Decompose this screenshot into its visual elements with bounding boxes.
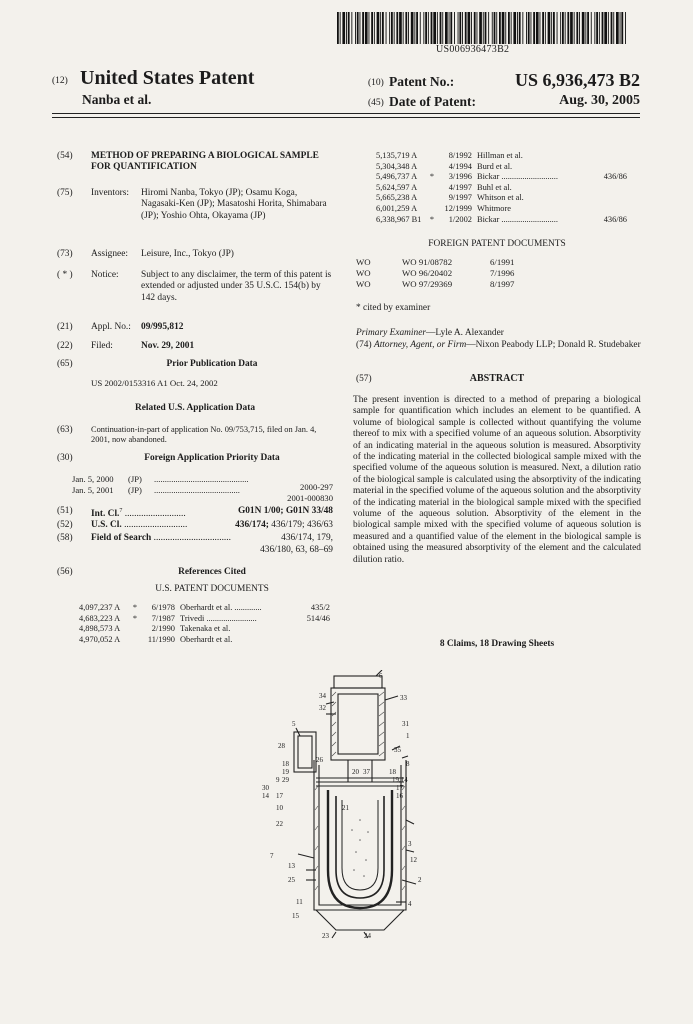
search-line-2: 436/180, 63, 68–69 xyxy=(260,545,333,555)
fig-label-34: 34 xyxy=(319,692,326,700)
fig-label-24: 24 xyxy=(364,932,371,940)
appl-value: 09/995,812 xyxy=(141,322,184,332)
seal-lines xyxy=(316,778,404,786)
fig-label-19a: 19 xyxy=(282,768,289,776)
fig-label-21: 21 xyxy=(342,804,349,812)
reference-row: 4,898,573 A 2/1990 Takenaka et al. xyxy=(79,624,231,634)
intcl-line: Int. Cl.$^7$ .......................... G01N 1/00; G01N 33/48 xyxy=(91,506,333,520)
primary-examiner: Primary Examiner—Lyle A. Alexander xyxy=(356,328,504,338)
fig-label-33: 33 xyxy=(400,694,407,702)
barcode xyxy=(337,12,627,44)
prior-value: US 2002/0153316 A1 Oct. 24, 2002 xyxy=(91,378,218,388)
abstract-heading: ABSTRACT xyxy=(469,373,525,384)
patent-no-code: (10) xyxy=(368,78,384,88)
filed-label: Filed: xyxy=(91,341,113,351)
side-box xyxy=(294,732,316,772)
reference-row: 4,097,237 A * 6/1978 Oberhardt et al. ............. 435/2 xyxy=(79,603,330,612)
foreign-patent-row: WO WO 97/29369 8/1997 xyxy=(356,279,515,290)
document-title: United States Patent xyxy=(80,67,255,89)
fig-label-31: 31 xyxy=(402,720,409,728)
us-patents-left xyxy=(79,603,330,645)
inventors-code: (75) xyxy=(57,188,73,198)
foreign-heading: Foreign Application Priority Data xyxy=(144,453,280,463)
header-rule xyxy=(52,113,640,114)
assignee-code: (73) xyxy=(57,249,73,259)
fig-label-11: 11 xyxy=(296,898,303,906)
title-code: (54) xyxy=(57,151,73,161)
fig-label-6: 6 xyxy=(379,672,383,680)
search-code: (58) xyxy=(57,533,73,543)
barcode-number: US006936473B2 xyxy=(436,44,510,55)
refs-heading: References Cited xyxy=(178,567,246,577)
fig-label-2: 2 xyxy=(418,876,422,884)
fig-label-14: 14 xyxy=(262,792,269,800)
us-patents-right xyxy=(376,151,627,225)
side-box-inner xyxy=(298,736,312,768)
u-cup-core xyxy=(342,800,378,890)
foreign-docs-heading: FOREIGN PATENT DOCUMENTS xyxy=(428,239,566,249)
reference-row: 4,683,223 A * 7/1987 Trivedi ........................ 514/46 xyxy=(79,613,330,623)
related-heading: Related U.S. Application Data xyxy=(134,403,256,413)
patent-number: US 6,936,473 B2 xyxy=(514,70,640,90)
reference-row: 5,624,597 A 4/1997 Buhl et al. xyxy=(376,182,512,192)
fig-label-8: 8 xyxy=(406,760,410,768)
notice-value: Subject to any disclaimer, the term of this patent is extended or adjusted under 35 U.S.C. 154(b) by 142 days. xyxy=(141,270,332,303)
assignee-value: Leisure, Inc., Tokyo (JP) xyxy=(141,249,234,259)
foreign-code: (30) xyxy=(57,453,73,463)
reference-row: 5,665,238 A 9/1997 Whitson et al. xyxy=(376,193,524,203)
fig-label-13: 13 xyxy=(288,862,295,870)
patent-no-label: Patent No.: xyxy=(389,74,455,89)
date-label: Date of Patent: xyxy=(389,94,476,109)
header-rule-thin xyxy=(52,117,640,118)
patent-date: Aug. 30, 2005 xyxy=(559,93,640,108)
fig-label-20: 20 xyxy=(352,768,359,776)
refs-code: (56) xyxy=(57,567,73,577)
claims-line: 8 Claims, 18 Drawing Sheets xyxy=(439,639,555,649)
fig-label-9: 9 xyxy=(276,776,280,784)
plunger-outline xyxy=(331,688,385,760)
reference-row: 5,304,348 A 4/1994 Burd et al. xyxy=(376,161,513,171)
fig-label-16: 16 xyxy=(396,792,403,800)
reference-row: 6,338,967 B1 * 1/2002 Bickar ........................... 436/86 xyxy=(376,214,627,224)
foreign-patent-row: WO WO 96/20402 7/1996 xyxy=(356,268,515,279)
reference-row: 5,496,737 A * 3/1996 Bickar ........................... 436/86 xyxy=(376,172,627,182)
uscl-code: (52) xyxy=(57,520,73,530)
plunger-cap xyxy=(334,676,382,688)
reference-row: 6,001,259 A 12/1999 Whitmore xyxy=(376,203,511,213)
fig-label-23: 23 xyxy=(322,932,329,940)
search-line: Field of Search ................................. 436/174, 179, xyxy=(91,533,333,543)
priority-list xyxy=(72,474,333,503)
uscl-line: U.S. Cl. ........................... 436/174; 436/179; 436/63 xyxy=(91,520,333,530)
patent-drawing xyxy=(256,670,436,940)
appl-label: Appl. No.: xyxy=(91,322,131,332)
fig-label-30: 30 xyxy=(262,784,269,792)
kind-code: (12) xyxy=(52,76,68,86)
cont-code: (63) xyxy=(57,425,73,435)
base-outline xyxy=(316,910,404,930)
foreign-patent-row: WO WO 91/08782 6/1991 xyxy=(356,257,515,267)
inventors-value: Hiromi Nanba, Tokyo (JP); Osamu Koga, Nagasaki-Ken (JP); Masatoshi Horita, Shimabara (JP); Yoshio Ohta, Okayama (JP) xyxy=(141,188,327,221)
fig-label-1: 1 xyxy=(406,732,410,740)
abstract-text: The present invention is directed to a method of preparing a biological sample for quantification which includes an element to be quantified. A volume of biological sample is collected without quantifying the volume thereof to mix with a specified volume of an aqueous solution. Absorptivity of an indicating material in the aqueous solution is measured. Absorptivity of the indicating material in the collected biological sample mixed with the specified volume of the aqueous solution is measured. Next, a dilution ratio of the biological sample is calculated using the absorptivity of the indicating material in the specified volume of the aqueous solution and the absorptivity of the indicating material in the biological sample mixed with the specified volume of the aqueous solution. Absorptivity of the element in the biological sample mixed with the specified volume of aqueous solution is measured and a quantified value of the element in the biological sample is obtained using the measured absorptivity of the element and the calculated dilution ratio. xyxy=(353,395,641,565)
fig-label-17b: 17 xyxy=(396,784,403,792)
fig-label-17a: 17 xyxy=(276,792,283,800)
reference-row: 5,135,719 A 8/1992 Hillman et al. xyxy=(376,151,523,160)
fig-label-35: 35 xyxy=(394,746,401,754)
filed-value: Nov. 29, 2001 xyxy=(141,341,195,351)
notice-label: Notice: xyxy=(91,270,119,280)
fig-label-5: 5 xyxy=(292,720,296,728)
attorney: (74) Attorney, Agent, or Firm—Nixon Peabody LLP; Donald R. Studebaker xyxy=(356,340,641,350)
fig-label-4: 4 xyxy=(408,900,412,908)
fig-label-12: 12 xyxy=(410,856,417,864)
fig-label-28: 28 xyxy=(278,742,285,750)
cited-by-examiner: * cited by examiner xyxy=(356,303,431,313)
fig-label-26: 26 xyxy=(316,756,323,764)
fig-label-18b: 18 xyxy=(389,768,396,776)
foreign-patents xyxy=(356,257,540,291)
fig-label-32: 32 xyxy=(319,704,326,712)
notice-code: ( * ) xyxy=(57,270,73,280)
fig-label-15: 15 xyxy=(292,912,299,920)
intcl-code: (51) xyxy=(57,506,73,516)
fig-label-25: 25 xyxy=(288,876,295,884)
inventor-short: Nanba et al. xyxy=(82,92,152,107)
cont-value: Continuation-in-part of application No. 09/753,715, filed on Jan. 4, 2001, now abandoned. xyxy=(91,425,317,445)
filed-code: (22) xyxy=(57,341,73,351)
plunger-inner xyxy=(338,694,378,754)
priority-row: Jan. 5, 2000 (JP) ............................................ 2000-297 xyxy=(72,474,333,492)
patent-title: METHOD OF PREPARING A BIOLOGICAL SAMPLE FOR QUANTIFICATION xyxy=(91,151,319,173)
appl-code: (21) xyxy=(57,322,73,332)
inventors-label: Inventors: xyxy=(91,188,130,198)
fig-label-7: 7 xyxy=(270,852,274,860)
reference-row: 4,970,052 A 11/1990 Oberhardt et al. xyxy=(79,634,233,644)
fig-label-29: 29 xyxy=(282,776,289,784)
us-docs-heading: U.S. PATENT DOCUMENTS xyxy=(155,584,269,594)
fig-label-19-14: 19,14 xyxy=(392,776,408,784)
fig-label-18a: 18 xyxy=(282,760,289,768)
prior-code: (65) xyxy=(57,359,73,369)
fig-label-37: 37 xyxy=(363,768,370,776)
date-code: (45) xyxy=(368,98,384,108)
fig-label-22: 22 xyxy=(276,820,283,828)
abstract-code: (57) xyxy=(356,374,372,384)
fig-label-10: 10 xyxy=(276,804,283,812)
priority-row: Jan. 5, 2001 (JP) ........................................ 2001-000830 xyxy=(72,485,333,503)
fig-label-3: 3 xyxy=(408,840,412,848)
assignee-label: Assignee: xyxy=(91,249,128,259)
prior-heading: Prior Publication Data xyxy=(166,359,258,369)
